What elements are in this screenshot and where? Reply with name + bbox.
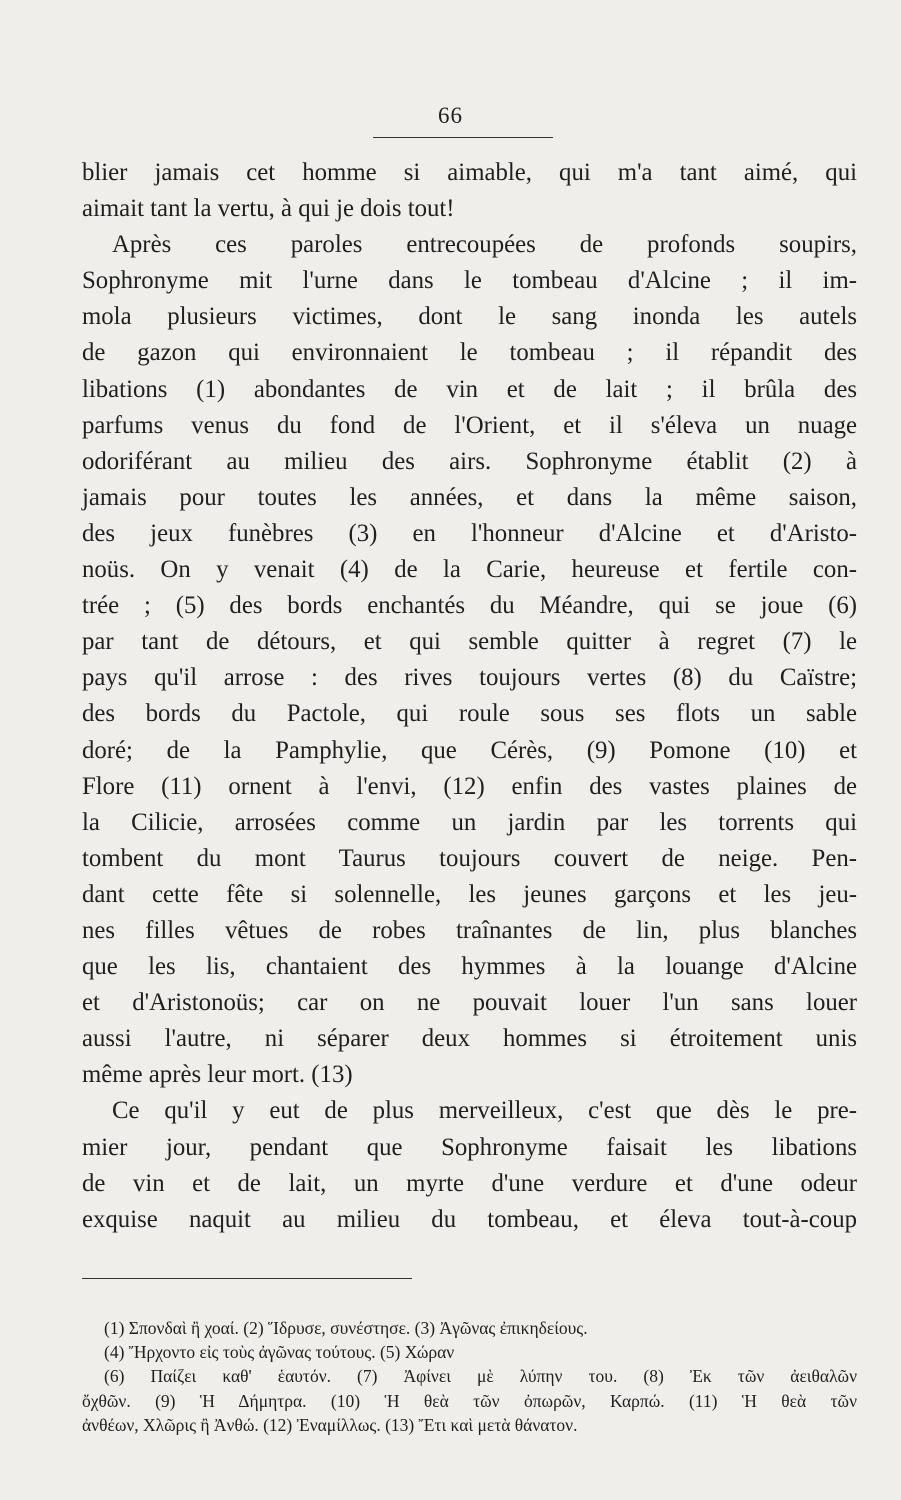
text-line: dant cette fête si solennelle, les jeunes garçons et les jeu- — [82, 880, 857, 908]
footnote-line: (6) Παίζει καθ' ἑαυτόν. (7) Ἀφίνει μὲ λύπην του. (8) Ἐκ τῶν ἀειθαλῶν — [104, 1366, 857, 1387]
text-line: mier jour, pendant que Sophronyme faisait les libations — [82, 1133, 857, 1161]
text-line: noüs. On y venait (4) de la Carie, heureuse et fertile con- — [82, 556, 857, 584]
text-line: doré; de la Pamphylie, que Cérès, (9) Pomone (10) et — [82, 736, 857, 764]
text-line: des jeux funèbres (3) en l'honneur d'Alcine et d'Aristo- — [82, 519, 857, 547]
text-line: aimait tant la vertu, à qui je dois tout! — [82, 195, 455, 223]
text-line: libations (1) abondantes de vin et de lait ; il brûla des — [82, 375, 857, 403]
footnote-line: (1) Σπονδαὶ ἢ χοαί. (2) Ἵδρυσε, συνέστησε. (3) Ἀγῶνας ἐπικηδείους. — [104, 1318, 588, 1338]
text-line: la Cilicie, arrosées comme un jardin par les torrents qui — [82, 808, 857, 836]
text-line: même après leur mort. (13) — [82, 1061, 353, 1089]
text-line: tombent du mont Taurus toujours couvert de neige. Pen- — [82, 844, 857, 872]
text-line: de vin et de lait, un myrte d'une verdure et d'une odeur — [82, 1169, 857, 1197]
text-line: des bords du Pactole, qui roule sous ses flots un sable — [82, 700, 857, 728]
text-line: Sophronyme mit l'urne dans le tombeau d'Alcine ; il im- — [82, 267, 857, 295]
text-line: mola plusieurs victimes, dont le sang inonda les autels — [82, 303, 857, 331]
text-line: Flore (11) ornent à l'envi, (12) enfin des vastes plaines de — [82, 772, 857, 800]
footnote-line: ὄχθῶν. (9) Ἡ Δήμητρα. (10) Ἡ θεὰ τῶν ὀπωρῶν, Καρπώ. (11) Ἡ θεὰ τῶν — [82, 1390, 857, 1411]
footnote-rule — [82, 1278, 412, 1279]
page-number: 66 — [438, 103, 463, 128]
text-line: trée ; (5) des bords enchantés du Méandre, qui se joue (6) — [82, 592, 857, 620]
text-line: nes filles vêtues de robes traînantes de lin, plus blanches — [82, 916, 857, 944]
text-line: aussi l'autre, ni séparer deux hommes si étroitement unis — [82, 1025, 857, 1053]
footnotes — [82, 1316, 857, 1437]
text-line: Après ces paroles entrecoupées de profonds soupirs, — [112, 231, 857, 259]
body-text — [82, 155, 857, 1238]
text-line: exquise naquit au milieu du tombeau, et éleva tout-à-coup — [82, 1205, 857, 1233]
text-line: Ce qu'il y eut de plus merveilleux, c'est que dès le pre- — [112, 1097, 857, 1125]
text-line: odoriférant au milieu des airs. Sophronyme établit (2) à — [82, 447, 857, 475]
footnote-line: (4) Ἤρχοντο εἰς τοὺς ἀγῶνας τούτους. (5) Χώραν — [104, 1342, 455, 1363]
text-line: parfums venus du fond de l'Orient, et il s'éleva un nuage — [82, 411, 857, 439]
text-line: de gazon qui environnaient le tombeau ; il répandit des — [82, 339, 857, 367]
text-line: jamais pour toutes les années, et dans la même saison, — [82, 483, 857, 511]
text-line: blier jamais cet homme si aimable, qui m'a tant aimé, qui — [82, 159, 857, 186]
text-line: par tant de détours, et qui semble quitter à regret (7) le — [82, 628, 857, 656]
header-rule — [373, 137, 553, 138]
footnote-line: ἀνθέων, Χλῶρις ἢ Ἀνθώ. (12) Ἐναμίλλως. (13) Ἔτι καὶ μετὰ θάνατον. — [82, 1414, 578, 1435]
text-line: que les lis, chantaient des hymmes à la louange d'Alcine — [82, 953, 857, 981]
text-line: pays qu'il arrose : des rives toujours vertes (8) du Caïstre; — [82, 664, 857, 692]
text-line: et d'Aristonoüs; car on ne pouvait louer l'un sans louer — [82, 989, 857, 1017]
